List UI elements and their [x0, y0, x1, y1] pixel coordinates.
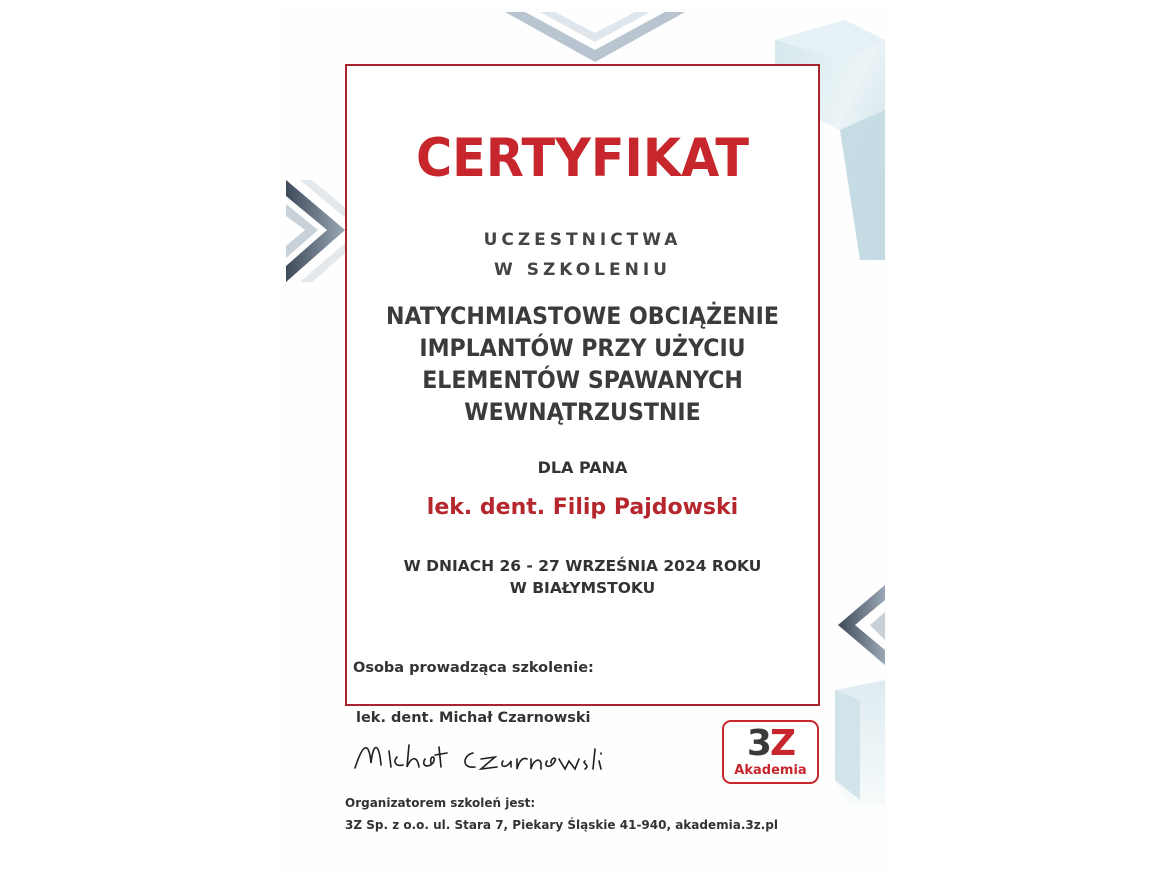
top-chevron-decoration	[505, 12, 685, 62]
course-title-line: IMPLANTÓW PRZY UŻYCIU	[419, 334, 746, 362]
logo-subtitle: Akademia	[734, 763, 807, 778]
organizer-details: 3Z Sp. z o.o. ul. Stara 7, Piekary Śląskie 41-940, akademia.3z.pl	[345, 818, 778, 832]
right-chevron-decoration	[838, 585, 885, 665]
training-dates	[345, 555, 820, 599]
location-line: W BIAŁYMSTOKU	[509, 579, 656, 597]
course-title-line: ELEMENTÓW SPAWANYCH	[422, 366, 743, 394]
certificate-title: CERTYFIKAT	[415, 128, 750, 189]
logo-mark	[724, 723, 817, 765]
instructor-label: Osoba prowadząca szkolenie:	[353, 660, 594, 676]
glass-block-bottom-right	[835, 680, 885, 805]
logo-digit: 3	[746, 723, 770, 764]
subtitle-line-1: UCZESTNICTWA	[483, 230, 682, 250]
recipient-prefix: DLA PANA	[537, 458, 628, 477]
handwritten-signature	[345, 733, 615, 783]
logo-letter: Z	[769, 723, 795, 764]
dates-line: W DNIACH 26 - 27 WRZEŚNIA 2024 ROKU	[403, 557, 762, 575]
akademia-3z-logo	[722, 720, 819, 784]
course-title-line: NATYCHMIASTOWE OBCIĄŻENIE	[386, 302, 779, 330]
course-title	[364, 300, 801, 428]
course-title-line: WEWNĄTRZUSTNIE	[464, 398, 701, 426]
subtitle-line-2: W SZKOLENIU	[494, 260, 671, 280]
recipient-name: lek. dent. Filip Pajdowski	[426, 495, 739, 520]
organizer-label: Organizatorem szkoleń jest:	[345, 796, 536, 810]
instructor-name: lek. dent. Michał Czarnowski	[356, 710, 591, 726]
